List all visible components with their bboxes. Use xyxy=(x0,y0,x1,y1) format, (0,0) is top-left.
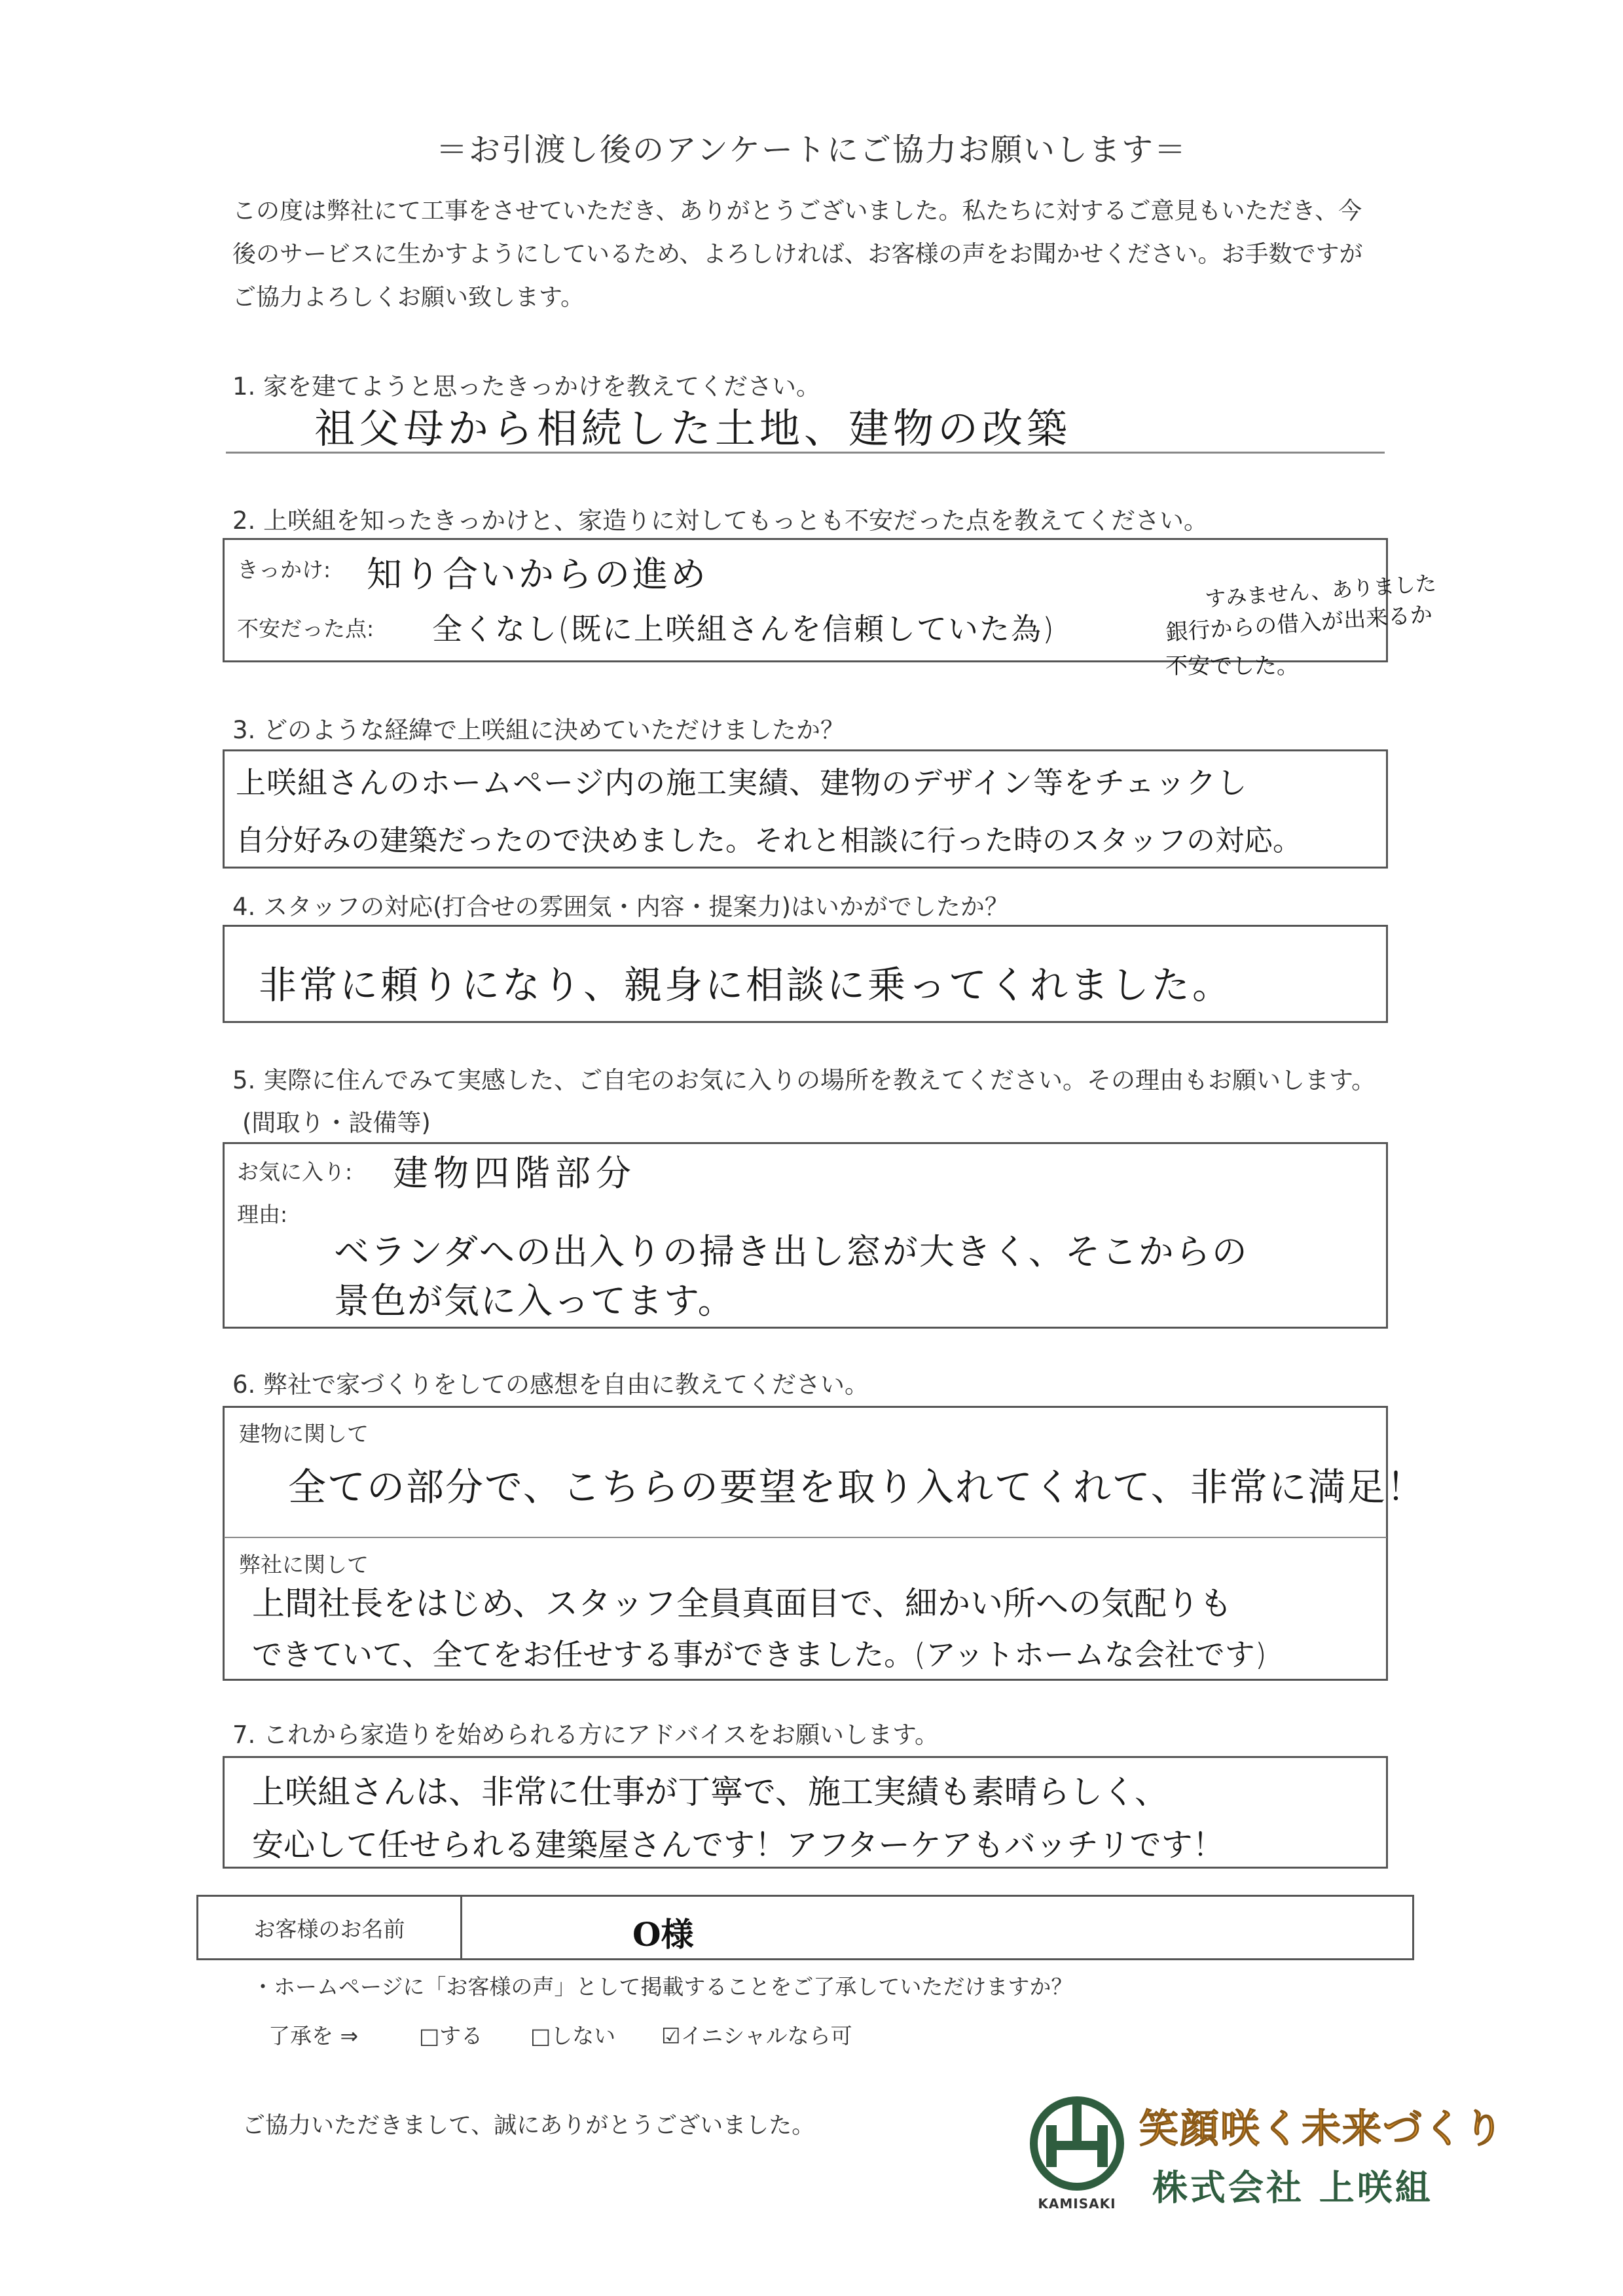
consent-option-initials[interactable]: ☑イニシャルなら可 xyxy=(661,2023,852,2049)
question-3: 3. どのような経緯で上咲組に決めていただけましたか？ xyxy=(232,716,845,744)
logo-company-name: 株式会社 上咲組 xyxy=(1152,2166,1433,2208)
intro-line: 後のサービスに生かすようにしているため、よろしければ、お客様の声をお聞かせください。お手数ですが xyxy=(232,241,1363,268)
consent-option-no[interactable]: □しない xyxy=(530,2023,616,2049)
intro-line: ご協力よろしくお願い致します。 xyxy=(232,284,585,311)
survey-title: ＝お引渡し後のアンケートにご協力お願いします＝ xyxy=(435,132,1188,168)
answer-reason: 景色が気に入ってます。 xyxy=(334,1280,735,1321)
answer-reason: ベランダへの出入りの掃き出し窓が大きく、そこからの xyxy=(334,1231,1249,1272)
logo-slogan: 笑顔咲く未来づくり xyxy=(1139,2106,1504,2152)
answer-1: 祖父母から相続した土地、建物の改築 xyxy=(314,404,1072,452)
answer-note: 銀行からの借入が出来るか xyxy=(1165,601,1434,647)
intro-line: この度は弊社にて工事をさせていただき、ありがとうございました。私たちに対するご意見もいただき、今 xyxy=(232,198,1362,224)
question-4: 4. スタッフの対応(打合せの雰囲気・内容・提案力)はいかがでしたか？ xyxy=(232,893,1009,921)
name-value: O様 xyxy=(632,1915,694,1954)
consent-question: ・ホームページに「お客様の声」として掲載することをご了承していただけますか？ xyxy=(252,1974,1073,2000)
label-worry: 不安だった点: xyxy=(237,616,374,641)
answer-worry: 全くなし(既に上咲組さんを信頼していた為) xyxy=(432,611,1055,647)
box-divider xyxy=(224,1537,1387,1538)
answer-favorite: 建物四階部分 xyxy=(393,1153,636,1194)
label-company: 弊社に関して xyxy=(239,1552,369,1577)
answer-company: できていて、全てをお任せする事ができました。(アットホームな会社です) xyxy=(252,1637,1267,1672)
answer-company: 上間社長をはじめ、スタッフ全員真面目で、細かい所への気配りも xyxy=(252,1585,1232,1623)
question-5: 5. 実際に住んでみて実感した、ご自宅のお気に入りの場所を教えてください。その理由もお願いします。 xyxy=(232,1066,1376,1094)
answer-7-line: 上咲組さんは、非常に仕事が丁寧で、施工実績も素晴らしく、 xyxy=(252,1773,1167,1811)
question-5-sub: (間取り・設備等) xyxy=(242,1109,431,1137)
answer-3-line: 上咲組さんのホームページ内の施工実績、建物のデザイン等をチェックし xyxy=(236,765,1248,800)
answer-note: 不安でした。 xyxy=(1165,653,1299,679)
name-label: お客様のお名前 xyxy=(198,1897,462,1958)
question-7: 7. これから家造りを始められる方にアドバイスをお願いします。 xyxy=(232,1721,939,1749)
question-1: 1. 家を建てようと思ったきっかけを教えてください。 xyxy=(232,372,821,401)
label-trigger: きっかけ: xyxy=(237,557,331,583)
question-2: 2. 上咲組を知ったきっかけと、家造りに対してもっとも不安だった点を教えてください。 xyxy=(232,507,1209,535)
consent-lead: 了承を ⇒ xyxy=(268,2023,359,2049)
answer-4: 非常に頼りになり、親身に相談に乗ってくれました。 xyxy=(259,963,1233,1007)
answer-7-line: 安心して任せられる建築屋さんです！アフターケアもバッチリです！ xyxy=(252,1827,1224,1863)
question-6: 6. 弊社で家づくりをしての感想を自由に教えてください。 xyxy=(232,1371,869,1399)
name-value-cell xyxy=(462,1897,1412,1958)
answer-3-line: 自分好みの建築だったので決めました。それと相談に行った時のスタッフの対応。 xyxy=(236,824,1302,857)
label-reason: 理由: xyxy=(237,1202,288,1227)
logo-mark-text: KAMISAKI xyxy=(1038,2196,1116,2212)
company-logo-mark xyxy=(1021,2091,1133,2222)
answer-building: 全ての部分で、こちらの要望を取り入れてくれて、非常に満足！ xyxy=(288,1465,1426,1509)
label-building: 建物に関して xyxy=(239,1421,369,1446)
intro-text xyxy=(232,190,1424,319)
consent-option-yes[interactable]: □する xyxy=(419,2023,483,2049)
answer-trigger: 知り合いからの進め xyxy=(367,554,708,595)
label-favorite: お気に入り: xyxy=(237,1159,353,1185)
answer-note: すみません、ありました xyxy=(1204,570,1437,612)
name-table xyxy=(196,1895,1414,1960)
thanks-text: ご協力いただきまして、誠にありがとうございました。 xyxy=(242,2113,815,2139)
